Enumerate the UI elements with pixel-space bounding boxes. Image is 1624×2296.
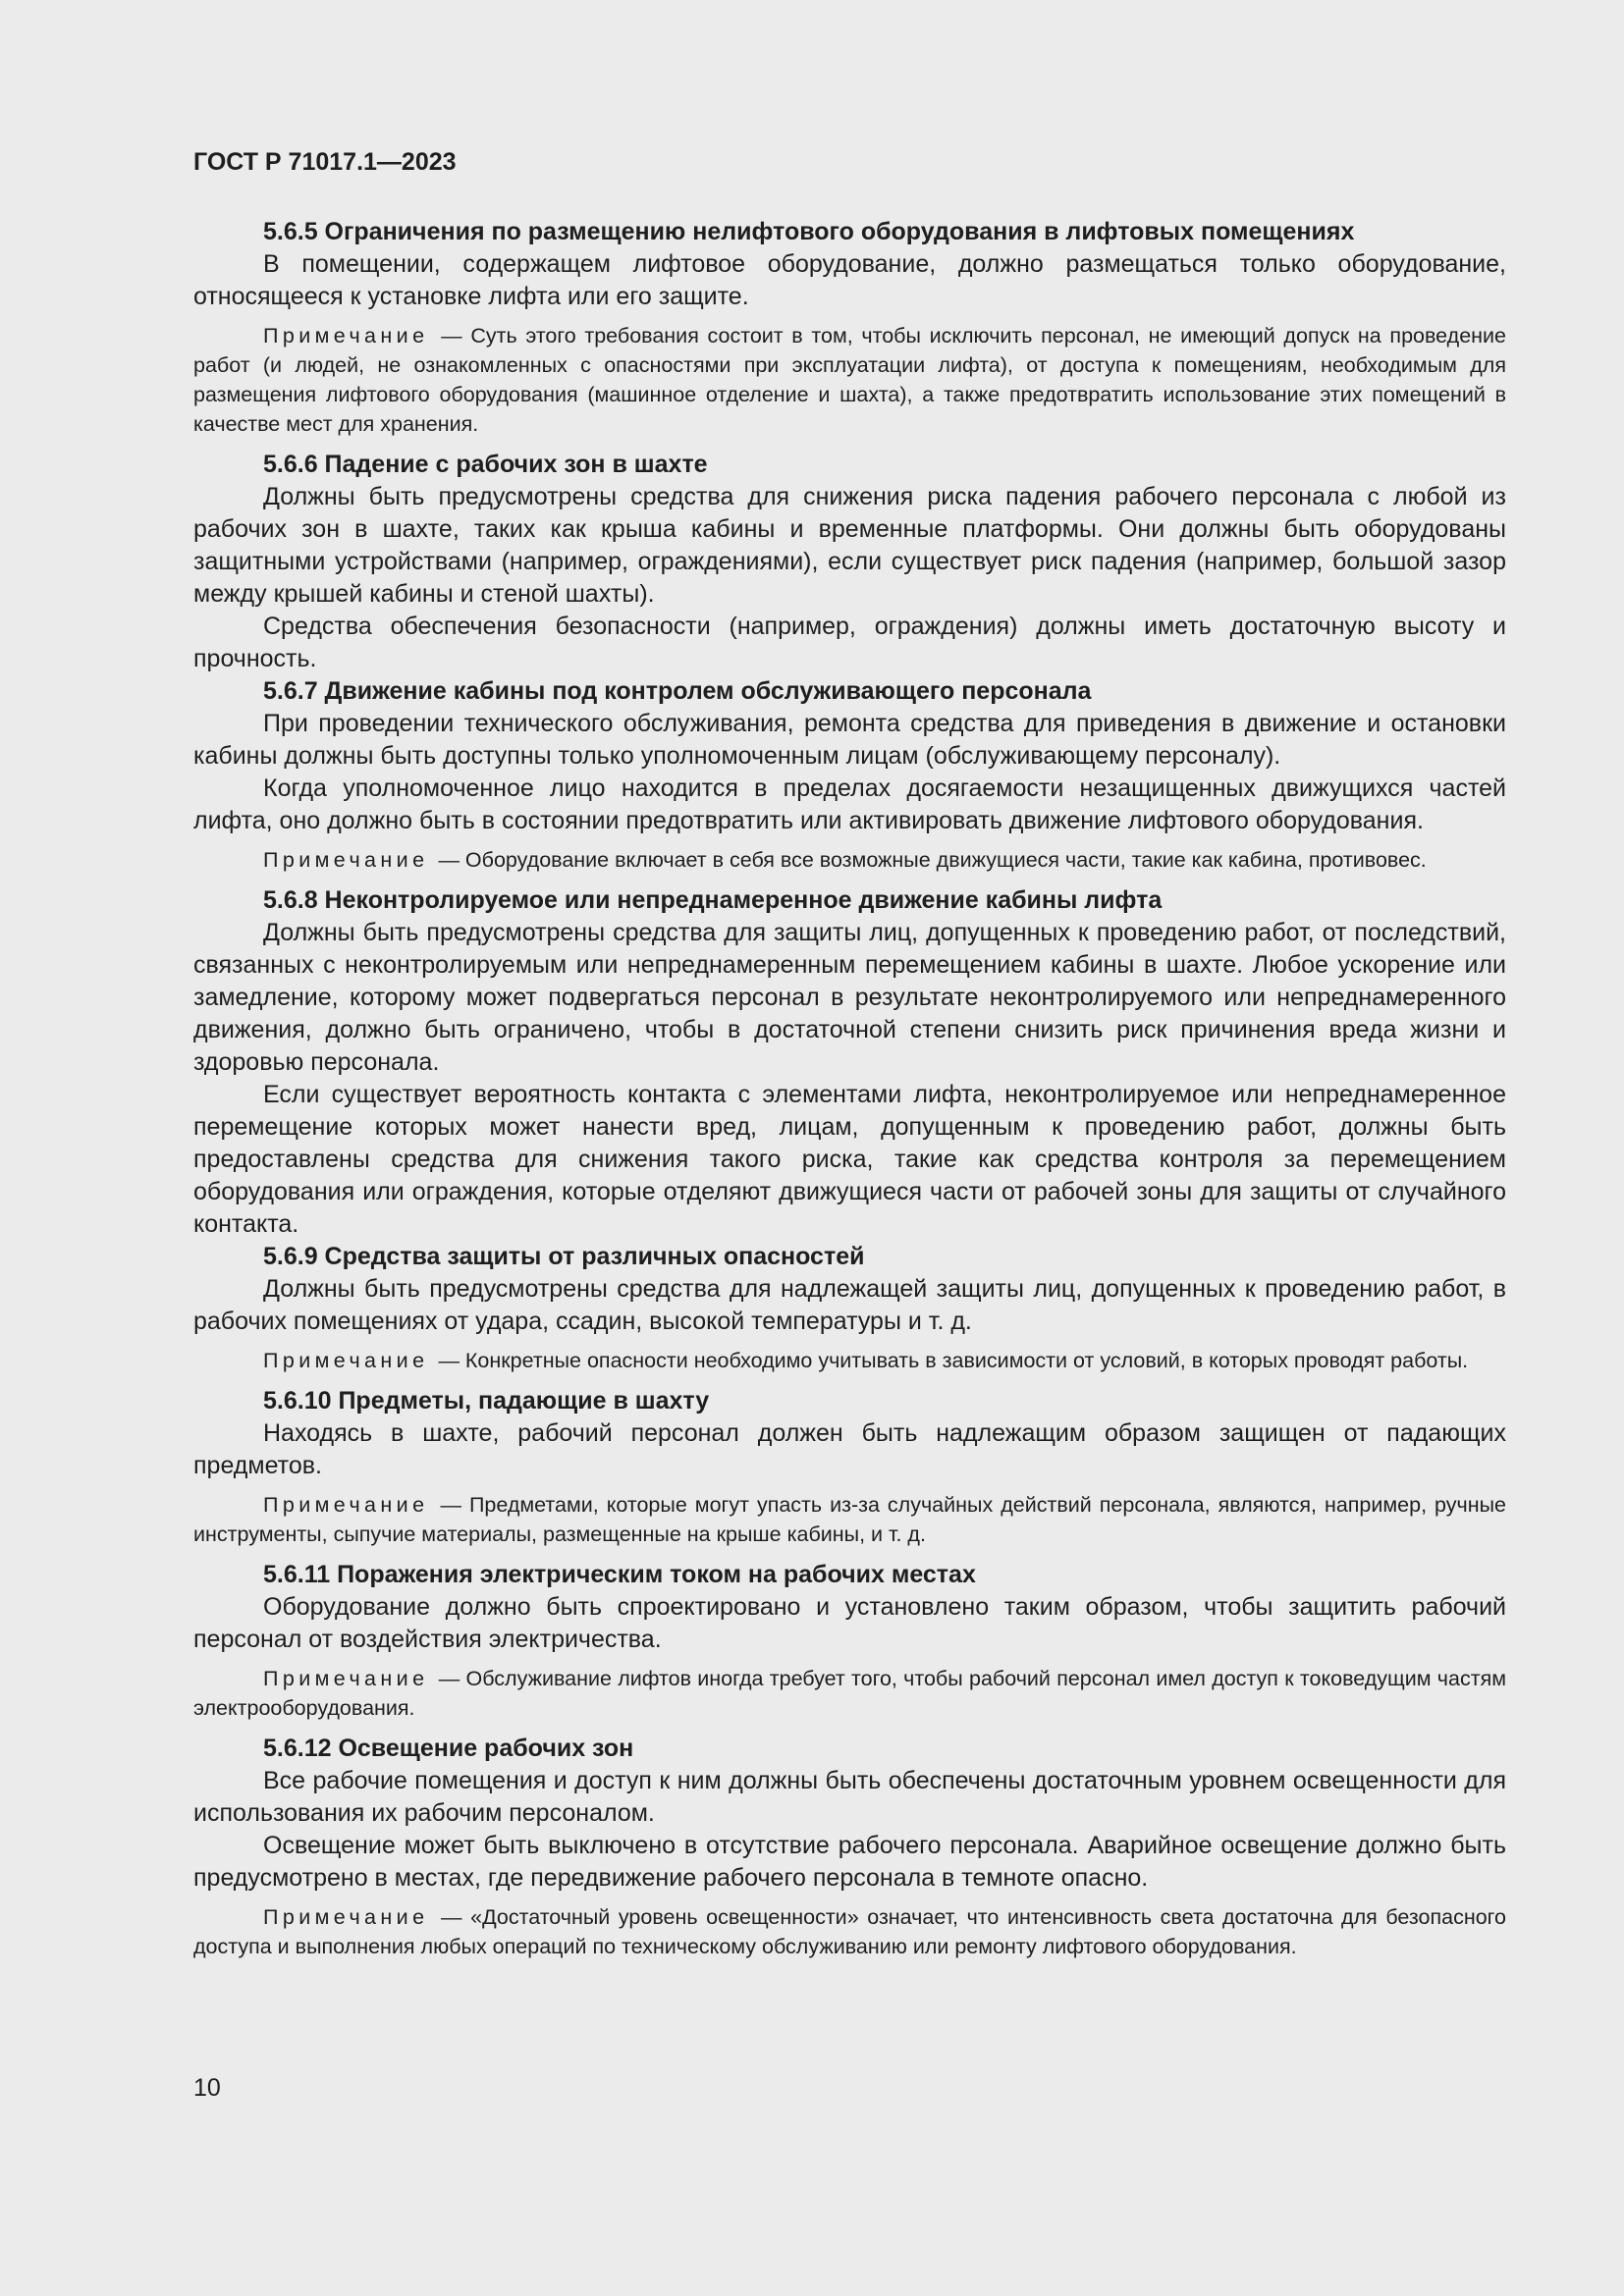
note-label: Примечание (263, 848, 429, 872)
section-heading: 5.6.5 Ограничения по размещению нелифтового оборудования в лифтовых помещениях (263, 218, 1355, 245)
page-number: 10 (193, 2074, 221, 2102)
section-paragraph: Средства обеспечения безопасности (например, ограждения) должны иметь достаточную высоту и прочность. (193, 613, 1506, 672)
section-paragraph: Освещение может быть выключено в отсутствие рабочего персонала. Аварийное освещение должно быть предусмотрено в местах, где передвижение рабочего персонала в темноте опасно. (193, 1832, 1506, 1892)
section-paragraph: Оборудование должно быть спроектировано и установлено таким образом, чтобы защитить рабочий персонал от воздействия электричества. (193, 1593, 1506, 1653)
document-header: ГОСТ Р 71017.1—2023 (193, 148, 457, 176)
section-5-6-7 (193, 675, 1506, 875)
section-5-6-9 (193, 1241, 1506, 1375)
note-label: Примечание (263, 1493, 429, 1517)
section-heading: 5.6.11 Поражения электрическим током на рабочих местах (263, 1561, 976, 1588)
section-heading: 5.6.7 Движение кабины под контролем обслуживающего персонала (263, 677, 1092, 705)
section-paragraph: Все рабочие помещения и доступ к ним должны быть обеспечены достаточным уровнем освещенности для использования их рабочим персоналом. (193, 1767, 1506, 1827)
section-paragraph: Когда уполномоченное лицо находится в пределах досягаемости незащищенных движущихся частей лифта, оно должно быть в состоянии предотвратить или активировать движение лифтового оборудования. (193, 774, 1506, 834)
section-heading: 5.6.8 Неконтролируемое или непреднамеренное движение кабины лифта (263, 886, 1163, 914)
section-5-6-8 (193, 884, 1506, 1241)
note-label: Примечание (263, 1667, 429, 1690)
section-note (193, 1346, 1506, 1375)
section-note (193, 321, 1506, 439)
note-label: Примечание (263, 1905, 429, 1929)
section-5-6-12 (193, 1733, 1506, 1961)
section-paragraph: Должны быть предусмотрены средства для защиты лиц, допущенных к проведению работ, от последствий, связанных с неконтролируемым или непреднамеренным перемещением кабины в шахте. Любое ускорение или замедление, которому может подвергаться персонал в результате неконтролируемого или непреднамеренного движения, должно быть ограничено, чтобы в достаточной степени снизить риск причинения вреда жизни и здоровью персонала. (193, 919, 1506, 1076)
section-paragraph: При проведении технического обслуживания, ремонта средства для приведения в движение и остановки кабины должны быть доступны только уполномоченным лицам (обслуживающему персоналу). (193, 710, 1506, 770)
section-5-6-6 (193, 449, 1506, 675)
note-text: — «Достаточный уровень освещенности» означает, что интенсивность света достаточна для безопасного доступа и выполнения любых операций по техническому обслуживанию или ремонту лифтового оборудования. (193, 1905, 1506, 1958)
note-label: Примечание (263, 1349, 429, 1372)
document-page (193, 147, 1506, 1961)
section-paragraph: В помещении, содержащем лифтовое оборудование, должно размещаться только оборудование, относящееся к установке лифта или его защите. (193, 250, 1506, 310)
note-text: — Суть этого требования состоит в том, чтобы исключить персонал, не имеющий допуск на проведение работ (и людей, не ознакомленных с опасностями при эксплуатации лифта), от доступа к помещениям, необходимым для размещения лифтового оборудования (машинное отделение и шахта), а также предотвратить использование этих помещений в качестве мест для хранения. (193, 324, 1506, 436)
note-text: — Оборудование включает в себя все возможные движущиеся части, такие как кабина, противовес. (438, 848, 1427, 872)
section-heading: 5.6.9 Средства защиты от различных опасностей (263, 1243, 865, 1270)
section-heading: 5.6.10 Предметы, падающие в шахту (263, 1387, 710, 1415)
note-text: — Предметами, которые могут упасть из-за случайных действий персонала, являются, например, ручные инструменты, сыпучие материалы, размещенные на крыше кабины, и т. д. (193, 1493, 1506, 1546)
section-5-6-11 (193, 1559, 1506, 1723)
section-note (193, 1490, 1506, 1549)
section-paragraph: Если существует вероятность контакта с элементами лифта, неконтролируемое или непреднамеренное перемещение которых может нанести вред, лицам, допущенным к проведению работ, должны быть предоставлены средства для снижения такого риска, такие как средства контроля за перемещением оборудования или ограждения, которые отделяют движущиеся части от рабочей зоны для защиты от случайного контакта. (193, 1081, 1506, 1238)
section-note (193, 845, 1506, 875)
section-note (193, 1902, 1506, 1961)
note-label: Примечание (263, 324, 429, 347)
section-paragraph: Должны быть предусмотрены средства для надлежащей защиты лиц, допущенных к проведению работ, в рабочих помещениях от удара, ссадин, высокой температуры и т. д. (193, 1275, 1506, 1335)
note-text: — Конкретные опасности необходимо учитывать в зависимости от условий, в которых проводят работы. (438, 1349, 1469, 1372)
section-5-6-10 (193, 1385, 1506, 1549)
section-heading: 5.6.12 Освещение рабочих зон (263, 1735, 634, 1762)
section-heading: 5.6.6 Падение с рабочих зон в шахте (263, 451, 708, 478)
section-5-6-5 (193, 216, 1506, 439)
section-note (193, 1664, 1506, 1723)
section-paragraph: Должны быть предусмотрены средства для снижения риска падения рабочего персонала с любой из рабочих зон в шахте, таких как крыша кабины и временные платформы. Они должны быть оборудованы защитными устройствами (например, ограждениями), если существует риск падения (например, большой зазор между крышей кабины и стеной шахты). (193, 483, 1506, 608)
section-paragraph: Находясь в шахте, рабочий персонал должен быть надлежащим образом защищен от падающих предметов. (193, 1419, 1506, 1479)
note-text: — Обслуживание лифтов иногда требует того, чтобы рабочий персонал имел доступ к токоведущим частям электрооборудования. (193, 1667, 1506, 1720)
